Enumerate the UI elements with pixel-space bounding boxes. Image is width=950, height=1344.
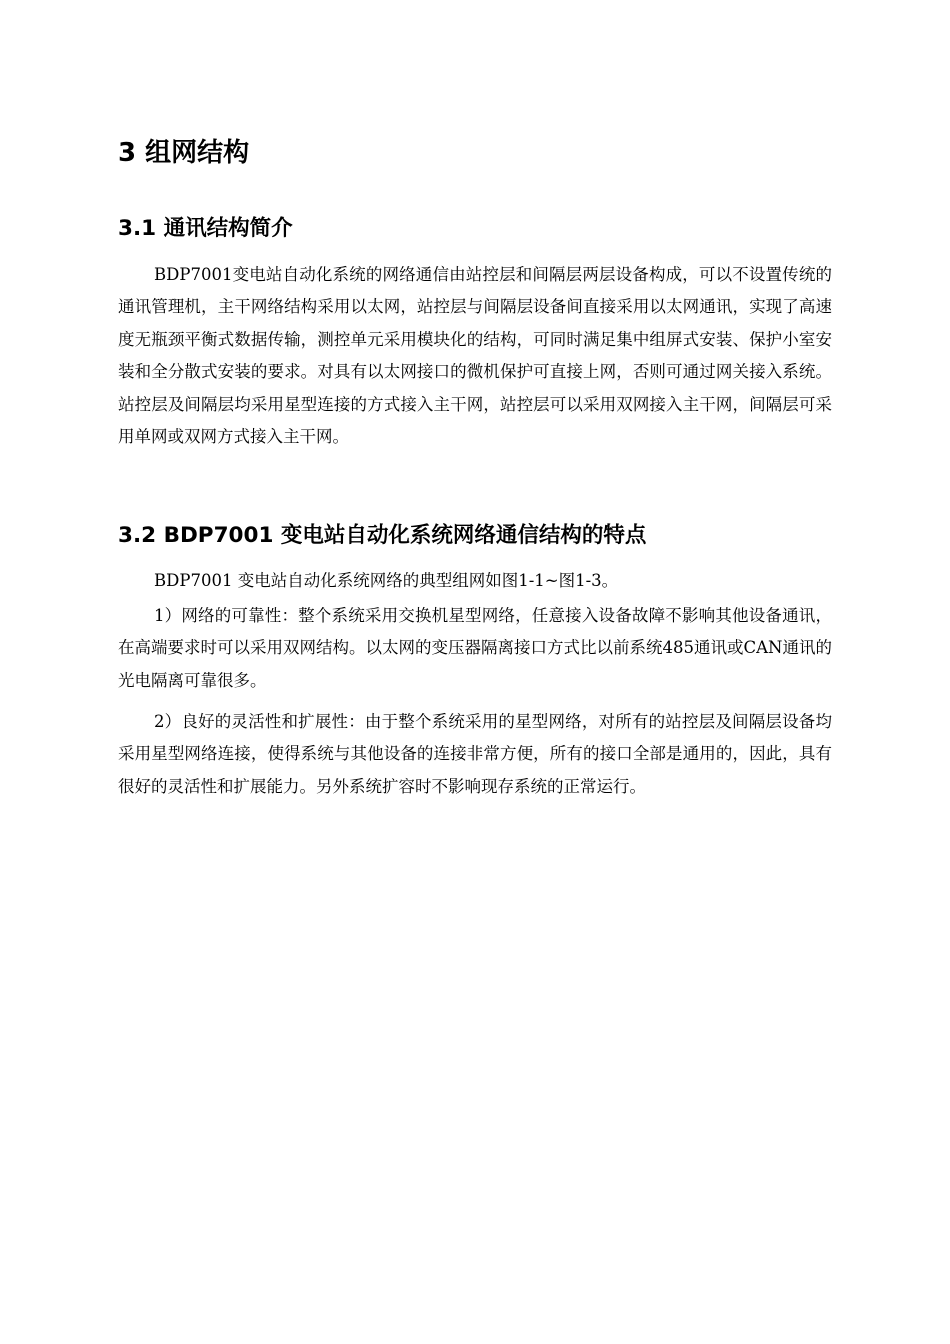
section-3-2-intro: BDP7001 变电站自动化系统网络的典型组网如图1-1~图1-3。 — [154, 571, 619, 590]
section-3-1-paragraph: BDP7001变电站自动化系统的网络通信由站控层和间隔层两层设备构成，可以不设置传统的通讯管理机，主干网络结构采用以太网，站控层与间隔层设备间直接采用以太网通讯，实现了高速度无瓶颈平衡式数据传输，测控单元采用模块化的结构，可同时满足集中组屏式安装、保护小室安装和全分散式安装的要求。对具有以太网接口的微机保护可直接上网，否则可通过网关接入系统。站控层及间隔层均采用星型连接的方式接入主干网，站控层可以采用双网接入主干网，间隔层可采用单网或双网方式接入主干网。 — [118, 265, 832, 447]
section-title-3-1: 3.1 通讯结构简介 — [118, 216, 293, 241]
section-3-2-item-reliability: 1）网络的可靠性：整个系统采用交换机星型网络，任意接入设备故障不影响其他设备通讯，在高端要求时可以采用双网结构。以太网的变压器隔离接口方式比以前系统485通讯或CAN通讯的光电隔离可靠很多。 — [118, 606, 832, 690]
chapter-title: 3 组网结构 — [118, 138, 250, 168]
section-title-3-2: 3.2 BDP7001 变电站自动化系统网络通信结构的特点 — [118, 523, 647, 548]
section-3-2-item-flexibility: 2）良好的灵活性和扩展性：由于整个系统采用的星型网络，对所有的站控层及间隔层设备均采用星型网络连接，使得系统与其他设备的连接非常方便，所有的接口全部是通用的，因此，具有很好的灵活性和扩展能力。另外系统扩容时不影响现存系统的正常运行。 — [118, 712, 832, 796]
